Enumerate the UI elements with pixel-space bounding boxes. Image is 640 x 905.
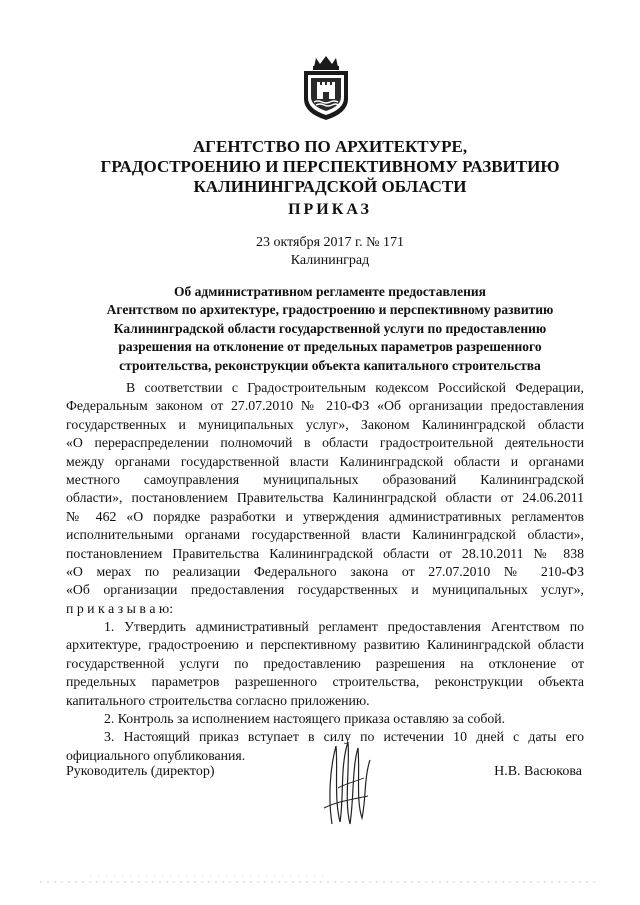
preamble-line: № 462 «О порядке разработки и утверждения административных регламентов: [66, 508, 584, 524]
agency-line: КАЛИНИНГРАДСКОЙ ОБЛАСТИ: [193, 177, 467, 196]
preamble-line: государственных и муниципальных услуг», Законом Калининградской области: [66, 416, 584, 432]
subject-line: разрешения на отклонение от предельных параметров разрешенного: [118, 339, 542, 355]
order-subject: [60, 283, 600, 375]
coat-of-arms-emblem: [300, 55, 352, 121]
preamble-line: исполнительными органами государственной власти Калининградской области»,: [66, 527, 584, 543]
agency-name: [60, 137, 600, 197]
preamble-line: Федеральным законом от 27.07.2010 № 210-ФЗ «Об организации предоставления: [66, 398, 584, 414]
order-place: Калининград: [290, 253, 370, 268]
item1-line: государственной услуги по предоставлению разрешения на отклонение от: [66, 655, 584, 671]
preamble-line: постановлением Правительства Калининградской области от 28.10.2011 № 838: [66, 545, 584, 561]
scan-artifacts: [0, 868, 640, 888]
preamble-line: «О мерах по реализации Федерального закона от 27.07.2010 № 210-ФЗ: [66, 563, 584, 579]
item2-line: 2. Контроль за исполнением настоящего приказа оставляю за собой.: [104, 711, 506, 727]
item3-line: официального опубликования.: [66, 747, 246, 763]
agency-line: АГЕНТСТВО ПО АРХИТЕКТУРЕ,: [192, 137, 468, 156]
signer-name: Н.В. Васюкова: [494, 764, 582, 779]
subject-line: Об административном регламенте предоставления: [174, 284, 486, 299]
item1-line: капитального строительства согласно приложению.: [66, 692, 370, 708]
item1-line: архитектуре, градостроению и перспективному развитию Калининградской области: [66, 637, 584, 653]
item1-line: 1. Утвердить административный регламент предоставления Агентством по: [104, 619, 584, 635]
order-date: 23 октября 2017 г. № 171: [255, 235, 405, 250]
item3-line: 3. Настоящий приказ вступает в силу по истечении 10 дней с даты его: [104, 729, 584, 745]
subject-line: Калининградской области государственной услуги по предоставлению: [113, 320, 547, 336]
signer-position: Руководитель (директор): [66, 764, 215, 779]
preamble-line: между органами государственной власти Калининградской области и органами: [66, 453, 584, 469]
preamble-line: области», постановлением Правительства Калининградской области от 24.06.2011: [66, 490, 584, 506]
subject-line: Агентством по архитектуре, градостроению и перспективному развитию: [106, 302, 554, 318]
preamble-line: «Об организации предоставления государственных и муниципальных услуг»,: [66, 582, 584, 598]
order-title: ПРИКАЗ: [288, 201, 372, 218]
subject-line: строительства, реконструкции объекта капитального строительства: [119, 357, 541, 373]
preamble-line: п р и к а з ы в а ю:: [66, 600, 174, 616]
preamble-line: В соответствии с Градостроительным кодексом Российской Федерации,: [126, 380, 584, 395]
agency-line: ГРАДОСТРОЕНИЮ И ПЕРСПЕКТИВНОМУ РАЗВИТИЮ: [100, 157, 560, 176]
handwritten-signature: [318, 738, 378, 830]
order-body: [66, 379, 584, 765]
item1-line: предельных параметров разрешенного строительства, реконструкции объекта: [66, 674, 584, 690]
preamble-line: местного самоуправления муниципальных образований Калининградской: [66, 471, 584, 487]
preamble-line: «О перераспределении полномочий в области градостроительной деятельности: [66, 435, 584, 451]
